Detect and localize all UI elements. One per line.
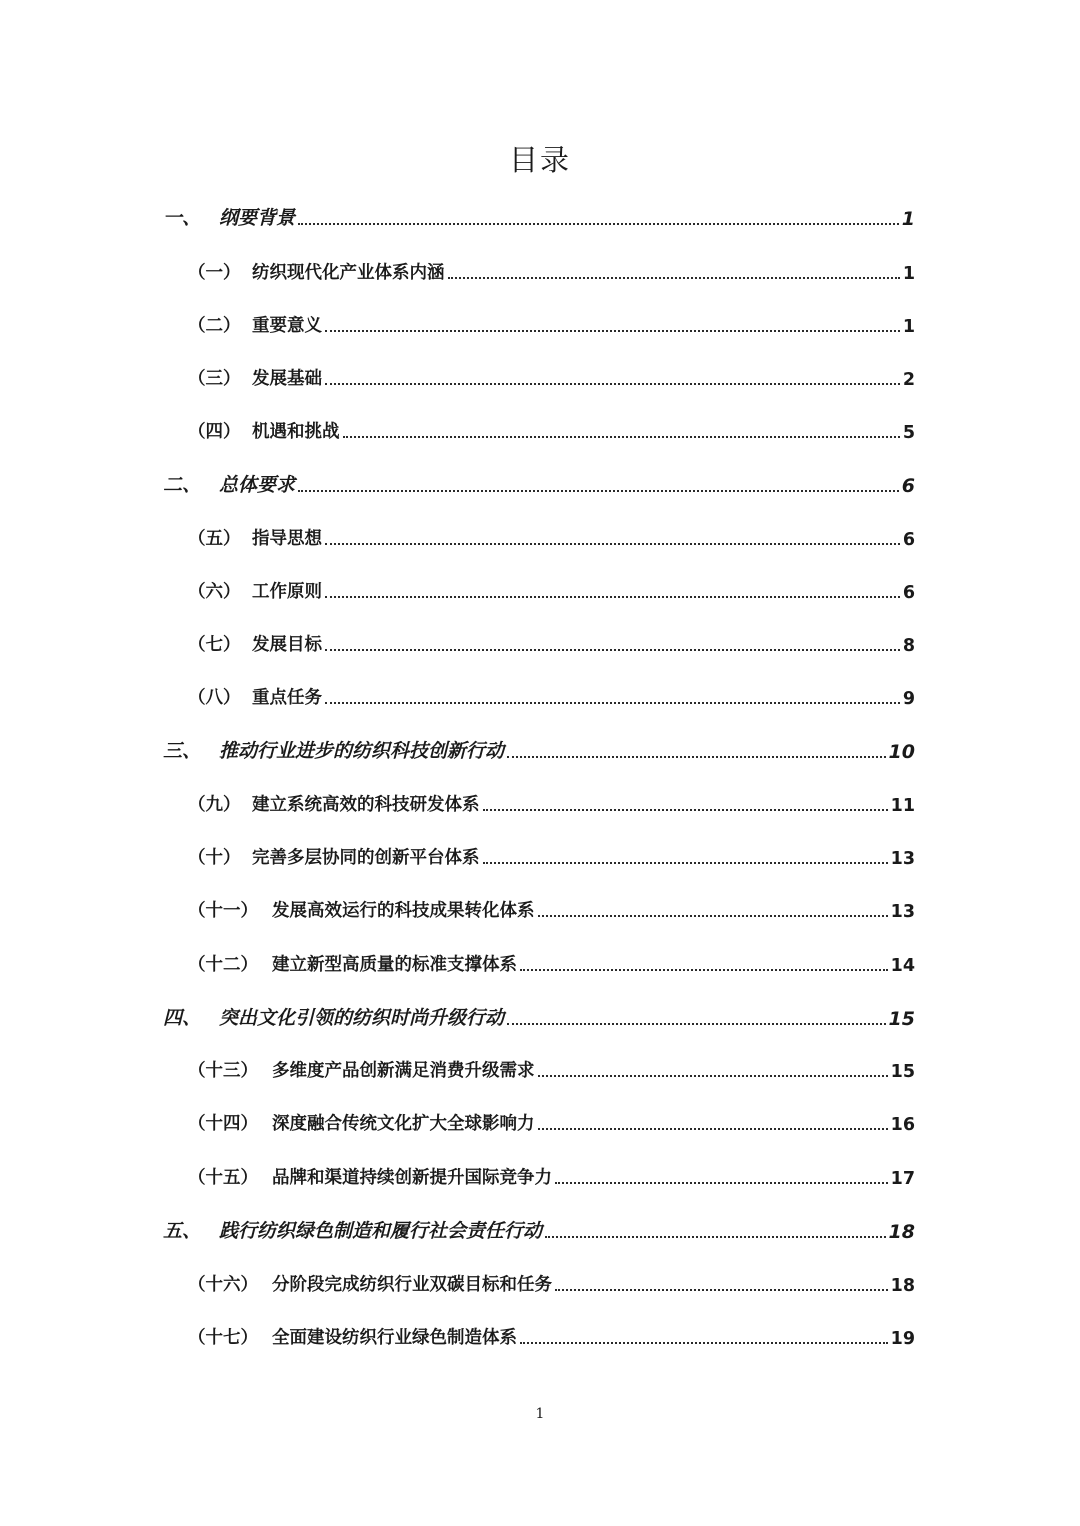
- dot-leader: [325, 702, 900, 704]
- dot-leader: [538, 1128, 888, 1130]
- toc-entry-number: （五）: [188, 529, 241, 549]
- toc-entry-page: 15: [890, 1062, 915, 1082]
- toc-entry-15[interactable]: [188, 946, 915, 976]
- toc-entry-22[interactable]: [188, 1319, 915, 1349]
- toc-entry-text: 践行纺织绿色制造和履行社会责任行动: [219, 1220, 543, 1242]
- toc-entry-text: 总体要求: [219, 474, 296, 496]
- toc-entry-20[interactable]: [163, 1213, 915, 1243]
- toc-entry-text: 推动行业进步的纺织科技创新行动: [219, 740, 505, 762]
- toc-entry-10[interactable]: [188, 679, 915, 709]
- toc-entry-1[interactable]: [163, 200, 915, 230]
- toc-entry-6[interactable]: [163, 467, 915, 497]
- toc-entry-number: （十三）: [188, 1061, 258, 1081]
- toc-entry-text: 重点任务: [252, 688, 322, 708]
- toc-entry-text: 突出文化引领的纺织时尚升级行动: [219, 1007, 505, 1029]
- toc-entry-page: 10: [888, 741, 915, 763]
- toc-entry-number: （十）: [188, 848, 241, 868]
- toc-entry-17[interactable]: [188, 1052, 915, 1082]
- toc-entry-page: 17: [890, 1169, 915, 1189]
- dot-leader: [520, 1342, 888, 1344]
- dot-leader: [325, 649, 900, 651]
- dot-leader: [325, 596, 900, 598]
- toc-entry-number: （二）: [188, 316, 241, 336]
- dot-leader: [483, 809, 888, 811]
- toc-entry-text: 发展基础: [252, 369, 322, 389]
- toc-entry-4[interactable]: [188, 360, 915, 390]
- toc-entry-page: 6: [902, 583, 915, 603]
- toc-entry-text: 分阶段完成纺织行业双碳目标和任务: [272, 1275, 552, 1295]
- toc-entry-number: 二、: [163, 474, 202, 496]
- toc-entry-number: （十四）: [188, 1114, 258, 1134]
- toc-entry-text: 重要意义: [252, 316, 322, 336]
- toc-entry-page: 14: [890, 956, 915, 976]
- dot-leader: [325, 383, 900, 385]
- toc-entry-text: 机遇和挑战: [252, 422, 340, 442]
- toc-entry-page: 1: [901, 208, 915, 230]
- toc-entry-text: 建立系统高效的科技研发体系: [252, 795, 480, 815]
- dot-leader: [448, 277, 900, 279]
- dot-leader: [298, 223, 899, 225]
- toc-entry-text: 全面建设纺织行业绿色制造体系: [272, 1328, 517, 1348]
- toc-entry-16[interactable]: [163, 1000, 915, 1030]
- toc-entry-number: （八）: [188, 688, 241, 708]
- toc-entry-number: （六）: [188, 582, 241, 602]
- dot-leader: [483, 862, 888, 864]
- toc-entry-page: 18: [890, 1276, 915, 1296]
- toc-entry-page: 18: [888, 1221, 915, 1243]
- toc-entry-page: 2: [902, 370, 915, 390]
- toc-entry-page: 15: [888, 1008, 915, 1030]
- toc-entry-text: 纺织现代化产业体系内涵: [252, 263, 445, 283]
- toc-entry-page: 16: [890, 1115, 915, 1135]
- toc-entry-12[interactable]: [188, 786, 915, 816]
- toc-entry-13[interactable]: [188, 839, 915, 869]
- toc-entry-9[interactable]: [188, 626, 915, 656]
- dot-leader: [507, 756, 886, 758]
- dot-leader: [555, 1289, 888, 1291]
- toc-entry-number: （十二）: [188, 955, 258, 975]
- toc-entry-8[interactable]: [188, 573, 915, 603]
- page-number-footer: 1: [535, 1406, 545, 1422]
- toc-entry-11[interactable]: [163, 733, 915, 763]
- toc-entry-text: 纲要背景: [219, 207, 296, 229]
- toc-entry-page: 1: [902, 317, 915, 337]
- dot-leader: [538, 915, 888, 917]
- toc-entry-number: （十七）: [188, 1328, 258, 1348]
- toc-title: 目录: [508, 143, 571, 177]
- toc-entry-18[interactable]: [188, 1105, 915, 1135]
- toc-entry-text: 指导思想: [252, 529, 322, 549]
- toc-entry-page: 5: [902, 423, 915, 443]
- toc-entry-page: 9: [902, 689, 915, 709]
- toc-entry-number: （四）: [188, 422, 241, 442]
- toc-entry-page: 6: [902, 530, 915, 550]
- toc-entry-19[interactable]: [188, 1159, 915, 1189]
- dot-leader: [325, 543, 900, 545]
- toc-entry-number: （九）: [188, 795, 241, 815]
- toc-entry-number: （十五）: [188, 1168, 258, 1188]
- toc-entry-number: 四、: [163, 1007, 202, 1029]
- toc-entry-text: 完善多层协同的创新平台体系: [252, 848, 480, 868]
- toc-entry-page: 11: [890, 796, 915, 816]
- dot-leader: [325, 330, 900, 332]
- toc-entry-number: 一、: [163, 207, 202, 229]
- toc-entry-5[interactable]: [188, 413, 915, 443]
- dot-leader: [298, 490, 899, 492]
- toc-entry-page: 19: [890, 1329, 915, 1349]
- toc-entry-number: （一）: [188, 263, 241, 283]
- toc-entry-3[interactable]: [188, 307, 915, 337]
- toc-entry-number: （十六）: [188, 1275, 258, 1295]
- toc-entry-text: 发展高效运行的科技成果转化体系: [272, 901, 535, 921]
- toc-entry-text: 品牌和渠道持续创新提升国际竞争力: [272, 1168, 552, 1188]
- toc-entry-7[interactable]: [188, 520, 915, 550]
- toc-entry-page: 8: [902, 636, 915, 656]
- dot-leader: [555, 1182, 888, 1184]
- toc-entry-page: 6: [901, 475, 915, 497]
- toc-entry-number: （三）: [188, 369, 241, 389]
- toc-entry-text: 建立新型高质量的标准支撑体系: [272, 955, 517, 975]
- toc-entry-number: （十一）: [188, 901, 258, 921]
- dot-leader: [507, 1023, 886, 1025]
- toc-entry-text: 多维度产品创新满足消费升级需求: [272, 1061, 535, 1081]
- toc-entry-number: （七）: [188, 635, 241, 655]
- toc-entry-number: 三、: [163, 740, 202, 762]
- toc-entry-number: 五、: [163, 1220, 202, 1242]
- dot-leader: [545, 1236, 886, 1238]
- toc-entry-text: 发展目标: [252, 635, 322, 655]
- dot-leader: [343, 436, 900, 438]
- toc-entry-text: 深度融合传统文化扩大全球影响力: [272, 1114, 535, 1134]
- toc-entry-page: 13: [890, 902, 915, 922]
- toc-entry-text: 工作原则: [252, 582, 322, 602]
- dot-leader: [538, 1075, 888, 1077]
- toc-entry-2[interactable]: [188, 254, 915, 284]
- toc-entry-page: 13: [890, 849, 915, 869]
- toc-entry-21[interactable]: [188, 1266, 915, 1296]
- dot-leader: [520, 969, 888, 971]
- toc-entry-14[interactable]: [188, 892, 915, 922]
- toc-entry-page: 1: [902, 264, 915, 284]
